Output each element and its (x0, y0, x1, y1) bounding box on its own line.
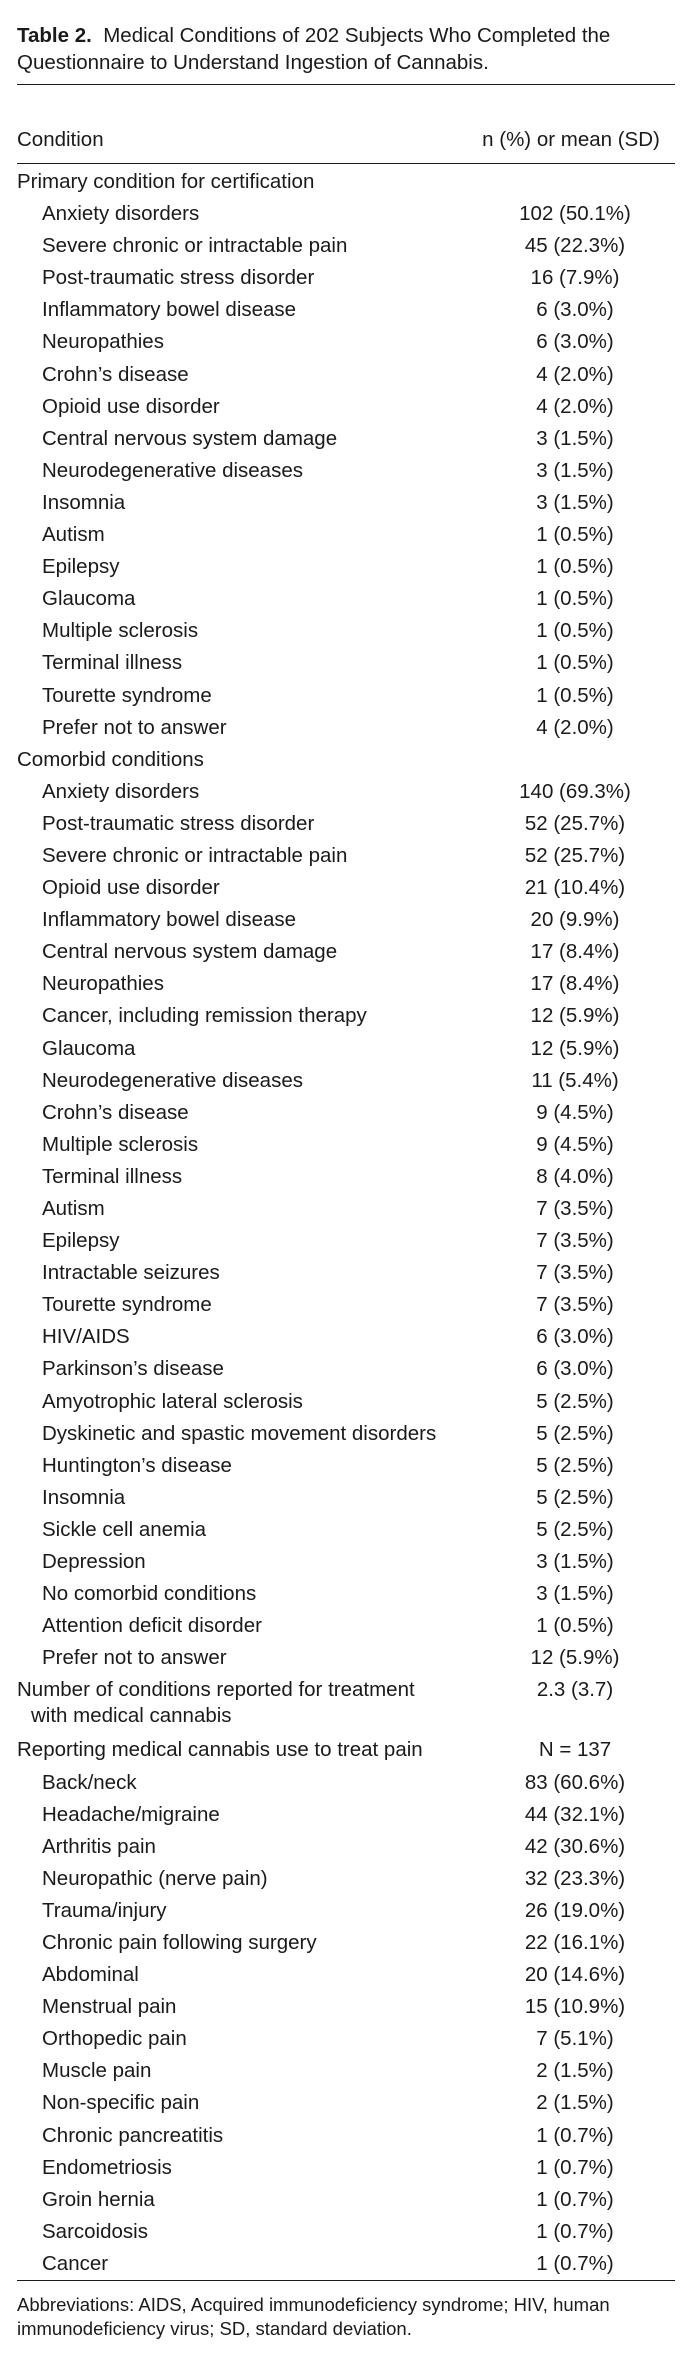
table-row-value: 102 (50.1%) (519, 202, 631, 226)
table-row-value: 45 (22.3%) (524, 234, 626, 258)
table-row (17, 615, 675, 647)
table-row-label: Opioid use disorder (42, 876, 220, 900)
table-row (17, 198, 675, 230)
table-row (17, 391, 675, 423)
table-row (17, 1514, 675, 1546)
table-row (17, 2216, 675, 2248)
table-row-label: HIV/AIDS (42, 1325, 130, 1349)
table-row (17, 1959, 675, 1991)
table-title: Medical Conditions of 202 Subjects Who Completed the Questionnaire to Understand Ingestion of Cannabis. (17, 24, 611, 74)
table-row (17, 1129, 675, 1161)
table-row-label: Autism (42, 1197, 105, 1220)
table-row-value: 12 (5.9%) (530, 1646, 620, 1670)
table-row (17, 2087, 675, 2119)
table-row-value: 7 (3.5%) (536, 1229, 614, 1253)
table-row-label: Attention deficit disorder (42, 1614, 262, 1638)
section-heading (17, 1734, 675, 1766)
table-row-value: 5 (2.5%) (536, 1389, 614, 1413)
num-conditions-row (17, 1674, 675, 1734)
table-label: Table 2. (17, 24, 92, 47)
table-row (17, 1610, 675, 1642)
table-row-label: Headache/migraine (42, 1802, 220, 1826)
table-row (17, 2023, 675, 2055)
num-conditions-line2: with medical cannabis (31, 1704, 232, 1728)
table-row-value: 1 (0.5%) (536, 651, 614, 675)
table-row (17, 1831, 675, 1863)
num-conditions-line1: Number of conditions reported for treatment (17, 1678, 415, 1702)
table-row (17, 1225, 675, 1257)
table-row-value: 11 (5.4%) (531, 1068, 619, 1092)
table-row-label: Menstrual pain (42, 1995, 177, 2019)
table-row (17, 712, 675, 744)
bottom-rule (17, 2280, 675, 2281)
table-row-value: 2 (1.5%) (536, 2091, 614, 2115)
table-row-label: Dyskinetic and spastic movement disorders (42, 1421, 437, 1445)
table-row-label: Trauma/injury (42, 1898, 167, 1922)
table-row-value: 20 (9.9%) (530, 908, 620, 932)
table-row (17, 262, 675, 294)
table-row-label: Neuropathic (nerve pain) (42, 1866, 268, 1890)
table-row-label: Back/neck (42, 1770, 137, 1794)
section-heading-label: Reporting medical cannabis use to treat pain (17, 1738, 423, 1762)
table-row (17, 680, 675, 712)
table-row-label: Tourette syndrome (42, 1293, 212, 1317)
table-row (17, 2184, 675, 2216)
table-row-label: Autism (42, 523, 105, 547)
table-row (17, 2120, 675, 2152)
table-row-value: 12 (5.9%) (530, 1004, 620, 1028)
section-heading-label: Primary condition for certification (17, 170, 315, 193)
table-row-value: 5 (2.5%) (536, 1485, 614, 1509)
table-row-label: Sickle cell anemia (42, 1517, 207, 1541)
table-row-value: 1 (0.5%) (536, 619, 614, 643)
table-row-label: Non-specific pain (42, 2091, 200, 2115)
table-row-value: 8 (4.0%) (536, 1164, 614, 1188)
table-row-value: 52 (25.7%) (524, 843, 626, 867)
table-row-label: Inflammatory bowel disease (42, 298, 297, 322)
section-heading-value: N = 137 (538, 1738, 612, 1762)
table-row-label: Neuropathies (42, 330, 164, 354)
table-row-value: 3 (1.5%) (536, 1582, 614, 1606)
table-row (17, 1161, 675, 1193)
table-row-label: Severe chronic or intractable pain (42, 234, 348, 258)
table-row-value: 1 (0.7%) (536, 2187, 614, 2211)
table-row (17, 872, 675, 904)
table-row-label: Post-traumatic stress disorder (42, 811, 315, 835)
table-row (17, 519, 675, 551)
table-footnote: Abbreviations: AIDS, Acquired immunodeficiency syndrome; HIV, human immunodeficiency virus; SD, standard deviation. (17, 2294, 610, 2339)
table-row-label: Parkinson’s disease (42, 1357, 224, 1381)
table-row-label: Multiple sclerosis (42, 619, 199, 643)
table-row-value: 4 (2.0%) (536, 394, 614, 418)
table-row (17, 294, 675, 326)
table-row (17, 1386, 675, 1418)
table-row-value: 5 (2.5%) (536, 1517, 614, 1541)
table-row-value: 1 (0.7%) (536, 2155, 614, 2179)
table-row-label: Terminal illness (42, 1164, 183, 1188)
table-row-value: 1 (0.5%) (536, 555, 614, 579)
table-row (17, 1642, 675, 1674)
table-header (17, 85, 675, 163)
table-row (17, 583, 675, 615)
table-row-label: Depression (42, 1550, 146, 1574)
table-row-value: 7 (3.5%) (536, 1293, 614, 1317)
table-row-label: Cancer, including remission therapy (42, 1004, 367, 1028)
table-row-label: Neurodegenerative diseases (42, 1068, 303, 1092)
table-row-value: 16 (7.9%) (530, 266, 620, 290)
table-row-label: Abdominal (42, 1963, 139, 1987)
table-row-label: Neurodegenerative diseases (42, 458, 303, 482)
table-row-value: 4 (2.0%) (536, 715, 614, 739)
table-row-label: Chronic pain following surgery (42, 1930, 317, 1954)
table-row (17, 1321, 675, 1353)
table-caption (17, 22, 675, 76)
table-row-label: Insomnia (42, 490, 126, 514)
table-row-value: 17 (8.4%) (530, 972, 620, 996)
table-row (17, 1991, 675, 2023)
header-rule (17, 163, 675, 164)
table-row-label: Terminal illness (42, 651, 183, 675)
table-row-value: 20 (14.6%) (524, 1963, 626, 1987)
table-row-value: 140 (69.3%) (519, 779, 631, 803)
table-row-value: 6 (3.0%) (536, 330, 614, 354)
table-row (17, 776, 675, 808)
table-row-label: Opioid use disorder (42, 394, 220, 418)
table-row-label: Amyotrophic lateral sclerosis (42, 1389, 303, 1413)
table-row-label: Epilepsy (42, 1229, 120, 1253)
table-row-value: 6 (3.0%) (536, 1325, 614, 1349)
table-row-label: Insomnia (42, 1485, 126, 1509)
section-heading (17, 166, 675, 198)
table-row-label: Glaucoma (42, 587, 136, 611)
table-row-value: 5 (2.5%) (536, 1453, 614, 1477)
table-row (17, 1927, 675, 1959)
table-row-label: Tourette syndrome (42, 683, 212, 707)
table-row-label: Orthopedic pain (42, 2027, 187, 2051)
table-row (17, 230, 675, 262)
table-row-value: 1 (0.5%) (536, 683, 614, 707)
table-row (17, 1353, 675, 1385)
table-row-value: 42 (30.6%) (524, 1834, 626, 1858)
table-row (17, 1482, 675, 1514)
table-row (17, 1450, 675, 1482)
table-row-label: Endometriosis (42, 2155, 172, 2179)
table-row-value: 7 (5.1%) (536, 2027, 614, 2051)
table-row-value: 9 (4.5%) (536, 1132, 614, 1156)
table-row (17, 1097, 675, 1129)
table-row-value: 21 (10.4%) (524, 876, 626, 900)
num-conditions-label (17, 1677, 475, 1729)
table-row-label: Intractable seizures (42, 1261, 220, 1285)
table-row-value: 4 (2.0%) (536, 362, 614, 386)
table-row-value: 83 (60.6%) (524, 1770, 626, 1794)
table-row (17, 359, 675, 391)
table-row-label: Epilepsy (42, 555, 120, 579)
section-heading-label: Comorbid conditions (17, 747, 204, 771)
table-row-value: 7 (3.5%) (536, 1197, 614, 1220)
table-row (17, 1000, 675, 1032)
table-row-value: 12 (5.9%) (530, 1036, 620, 1060)
table-row (17, 1418, 675, 1450)
table-row-value: 5 (2.5%) (536, 1421, 614, 1445)
table-row-label: Post-traumatic stress disorder (42, 266, 315, 290)
table-row-value: 15 (10.9%) (524, 1995, 626, 2019)
table-row (17, 1863, 675, 1895)
table-row-value: 44 (32.1%) (524, 1802, 626, 1826)
table-row-value: 9 (4.5%) (536, 1100, 614, 1124)
table-row-value: 3 (1.5%) (536, 1550, 614, 1574)
table-row-value: 1 (0.7%) (536, 2123, 614, 2147)
table-row (17, 2055, 675, 2087)
table-row-value: 3 (1.5%) (536, 490, 614, 514)
table-row-label: Neuropathies (42, 972, 164, 996)
table-body (17, 166, 675, 2280)
num-conditions-value: 2.3 (3.7) (536, 1678, 614, 1702)
table-row (17, 455, 675, 487)
table-row-label: Anxiety disorders (42, 779, 200, 803)
table-row-value: 3 (1.5%) (536, 426, 614, 450)
table-row-label: Huntington’s disease (42, 1453, 232, 1477)
table-row (17, 1546, 675, 1578)
table-row (17, 1033, 675, 1065)
table-row-value: 52 (25.7%) (524, 811, 626, 835)
table-row (17, 1193, 675, 1225)
table-row-label: Prefer not to answer (42, 715, 227, 739)
table-row (17, 1799, 675, 1831)
table-row-value: 1 (0.5%) (536, 587, 614, 611)
table-row (17, 2152, 675, 2184)
table-row-label: Central nervous system damage (42, 940, 338, 964)
table-row (17, 1257, 675, 1289)
table-row (17, 904, 675, 936)
header-condition: Condition (17, 128, 104, 151)
table-row-value: 1 (0.5%) (536, 1614, 614, 1638)
table-row-label: Crohn’s disease (42, 362, 189, 386)
table-row-value: 1 (0.7%) (536, 2219, 614, 2243)
table-row-value: 6 (3.0%) (536, 1357, 614, 1381)
table-row-value: 17 (8.4%) (530, 940, 620, 964)
table-row (17, 808, 675, 840)
table-row-label: Sarcoidosis (42, 2219, 148, 2243)
table-row-value: 2 (1.5%) (536, 2059, 614, 2083)
table-row (17, 1289, 675, 1321)
table-row (17, 423, 675, 455)
table-row-label: Arthritis pain (42, 1834, 156, 1858)
table-row-label: Multiple sclerosis (42, 1132, 199, 1156)
table-row-label: Prefer not to answer (42, 1646, 227, 1670)
table-row (17, 326, 675, 358)
header-value: n (%) or mean (SD) (482, 128, 660, 151)
table-row-label: Chronic pancreatitis (42, 2123, 224, 2147)
table-row-value: 22 (16.1%) (524, 1930, 626, 1954)
table-row (17, 1767, 675, 1799)
table-row-label: Glaucoma (42, 1036, 136, 1060)
table-row (17, 968, 675, 1000)
table-row-value: 6 (3.0%) (536, 298, 614, 322)
table-row (17, 1895, 675, 1927)
table-row-label: Cancer (42, 2251, 109, 2275)
table-row-label: Central nervous system damage (42, 426, 338, 450)
table-row-label: Severe chronic or intractable pain (42, 843, 348, 867)
table-row-label: Muscle pain (42, 2059, 152, 2083)
table-row-label: No comorbid conditions (42, 1582, 257, 1606)
table-row (17, 487, 675, 519)
table-row-value: 7 (3.5%) (536, 1261, 614, 1285)
table-row-label: Anxiety disorders (42, 202, 200, 226)
table-row-value: 1 (0.7%) (536, 2251, 614, 2275)
table-row-value: 1 (0.5%) (536, 523, 614, 547)
table-row (17, 936, 675, 968)
table-row (17, 1065, 675, 1097)
table-row (17, 2248, 675, 2280)
table-row (17, 840, 675, 872)
section-heading (17, 744, 675, 776)
table-row-value: 26 (19.0%) (524, 1898, 626, 1922)
table-row-label: Inflammatory bowel disease (42, 908, 297, 932)
table-row (17, 1578, 675, 1610)
table-row (17, 551, 675, 583)
table-row-value: 3 (1.5%) (536, 458, 614, 482)
table-row-label: Crohn’s disease (42, 1100, 189, 1124)
table-row-label: Groin hernia (42, 2187, 155, 2211)
table-row-value: 32 (23.3%) (524, 1866, 626, 1890)
table-row (17, 647, 675, 679)
